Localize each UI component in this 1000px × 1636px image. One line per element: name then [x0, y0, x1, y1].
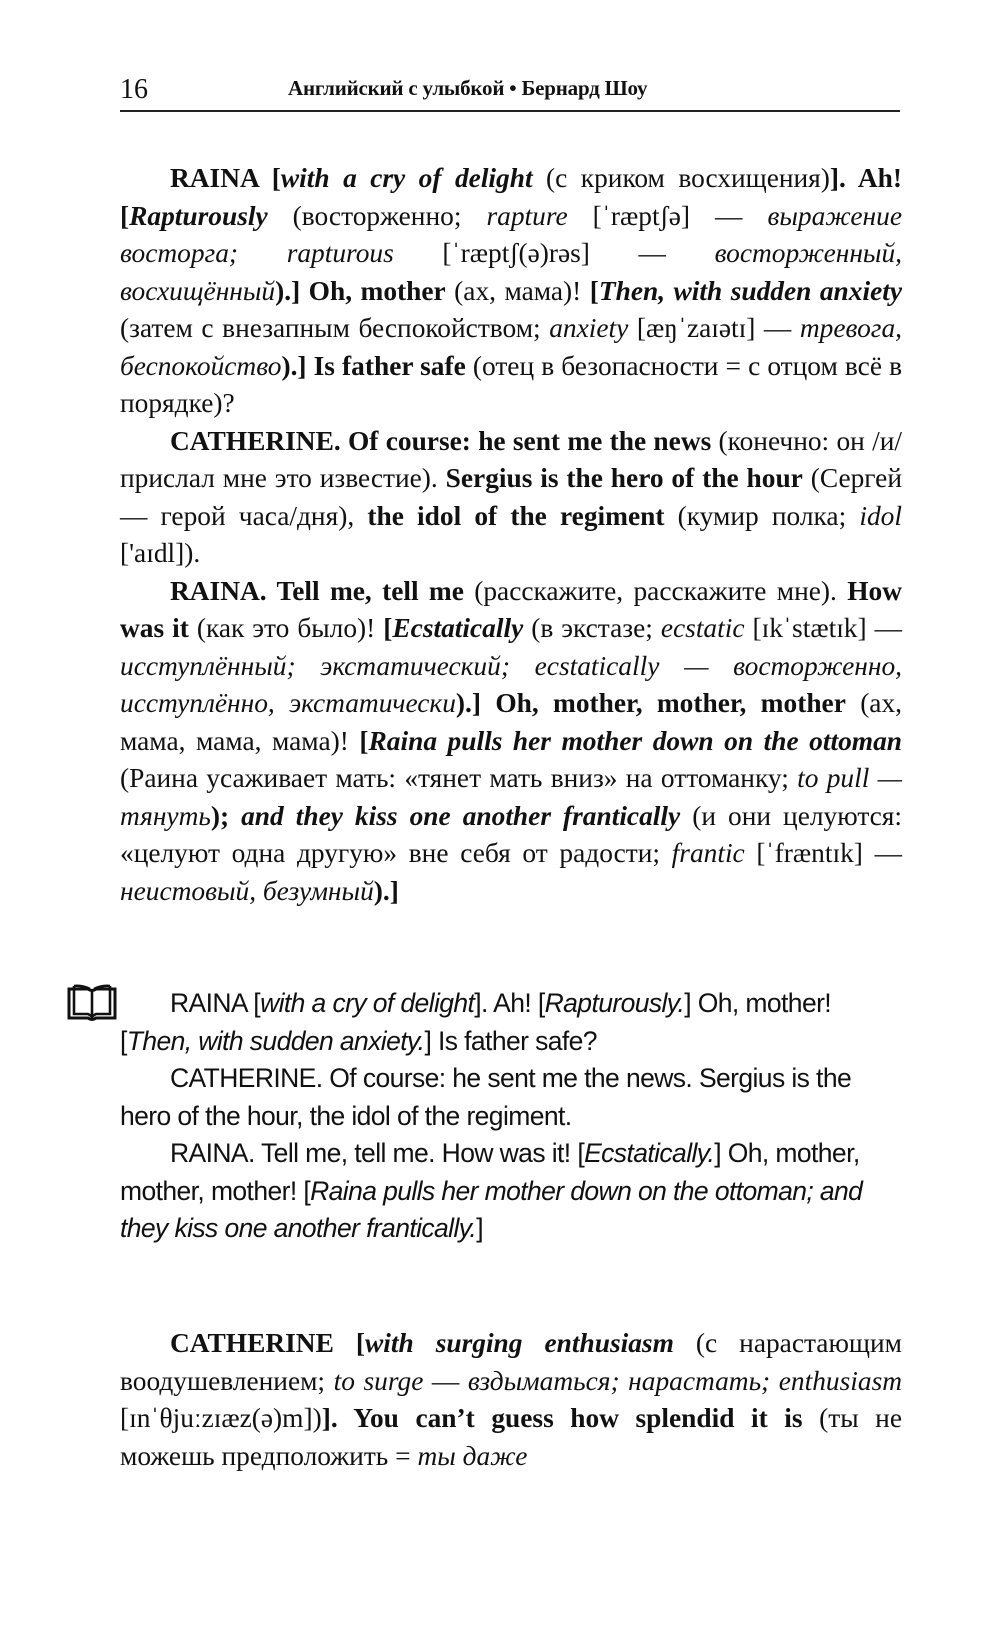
original-paragraph-catherine-1: CATHERINE. Of course: he sent me the news. Sergius is the hero of the hour, the idol of the regiment.: [120, 1063, 852, 1131]
page-header: [120, 68, 900, 112]
annotated-text: [120, 160, 902, 910]
original-text: [120, 985, 906, 1248]
original-paragraph-raina-2: RAINA. Tell me, tell me. How was it! [Ecstatically.] Oh, mother, mother, mother! [Raina pulls her mother down on the ottoman; and they kiss one another frantically.]: [120, 1138, 863, 1243]
paragraph-catherine-2: CATHERINE [with surging enthusiasm (с нарастающим воодушевлением; to surge — вздыматься; нарастать; enthusiasm [ɪnˈθjuːzɪæz(ə)m])]. You can’t guess how splendid it is (ты не можешь предположить = ты даже: [120, 1328, 903, 1471]
paragraph-raina-1: RAINA [with a cry of delight (с криком восхищения)]. Ah! [Rapturously (восторженно; rapture [ˈræptʃə] — выражение восторга; rapturous [ˈræptʃ(ə)rəs] — восторженный, восхищённый).] Oh, mother (ах, мама)! [Then, with sudden anxiety (затем с внезапным беспокойством; anxiety [æŋˈzaɪətɪ] — тревога, беспокойство).] Is father safe (отец в безопасности = с отцом всё в порядке)?: [120, 163, 903, 418]
open-book-icon: [66, 984, 118, 1024]
paragraph-raina-2: RAINA. Tell me, tell me (расскажите, расскажите мне). How was it (как это было)! [Ecstatically (в экстазе; ecstatic [ɪkˈstætɪk] — исступлённый; экстатический; ecstatically — восторженно, исступлённо, экстатически).] Oh, mother, mother, mother (ах, мама, мама, мама)! [Raina pulls her mother down on the ottoman (Раина усаживает мать: «тянет мать вниз» на оттоманку; to pull — тянуть); and they kiss one another frantically (и они целуются: «целуют одна другую» вне себя от радости; frantic [ˈfræntɪk] — неистовый, безумный).]: [120, 575, 903, 906]
running-title: Английский с улыбкой • Бернард Шоу: [288, 76, 648, 100]
page-number: 16: [120, 74, 148, 105]
paragraph-catherine-1: CATHERINE. Of course: he sent me the news (конечно: он /и/ прислал мне это известие). Sergius is the hero of the hour (Сергей — герой часа/дня), the idol of the regiment (кумир полка; idol ['aɪdl]).: [120, 425, 902, 568]
original-paragraph-raina-1: RAINA [with a cry of delight]. Ah! [Rapturously.] Oh, mother! [Then, with sudden anxiety.] Is father safe?: [120, 988, 832, 1056]
continuation-text: [120, 1325, 902, 1475]
